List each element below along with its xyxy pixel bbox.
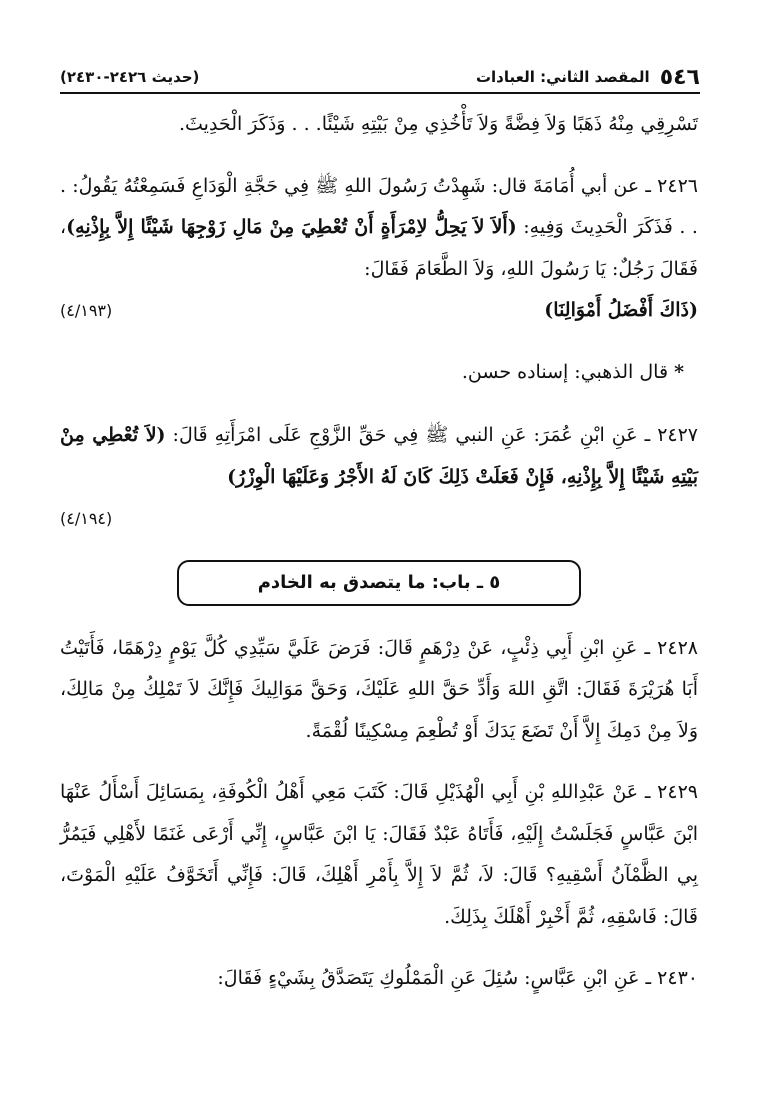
chapter-heading: ٥ ـ باب: ما يتصدق به الخادم [177, 560, 581, 606]
hadith-text: ٢٤٢٧ ـ عَنِ ابْنِ عُمَرَ: عَنِ النبي ﷺ فِي حَقِّ الزَّوْجِ عَلَى امْرَأَتِهِ قَالَ: [165, 424, 699, 446]
section-title: المقصد الثاني: العبادات [475, 68, 650, 86]
hadith-2428: ٢٤٢٨ ـ عَنِ ابْنِ أَبِي ذِئْبٍ، عَنْ دِرْهَمٍ قَالَ: فَرَضَ عَلَيَّ سَيِّدِي كُلَّ يَوْمٍ دِرْهَمًا، فَأَتَيْتُ أَبَا هُرَيْرَةَ فَقَالَ: اتَّقِ اللهَ وَأَدِّ حَقَّ اللهِ عَلَيْكَ، وَحَقَّ مَوَالِيكَ فَإِنَّكَ لاَ تَمْلِكُ مِنْ مَالِكَ، وَلاَ مِنْ دَمِكَ إِلاَّ أَنْ تَضَعَ يَدَكَ أَوْ تُطْعِمَ مِسْكِينًا لُقْمَةً. [60, 636, 698, 742]
hadith-range: (حديث ٢٤٢٦-٢٤٣٠) [60, 68, 200, 86]
note-star: * [674, 360, 684, 383]
page-body [60, 104, 698, 1020]
hadith-2427 [60, 415, 698, 540]
hadith-2430: ٢٤٣٠ ـ عَنِ ابْنِ عَبَّاسٍ: سُئِلَ عَنِ الْمَمْلُوكِ يَتَصَدَّقُ بِشَيْءٍ فَقَالَ: [217, 967, 698, 989]
page-header [60, 62, 700, 94]
grading-note [60, 352, 698, 394]
hadith-2426 [60, 166, 698, 332]
reference-line [60, 498, 698, 540]
prophetic-quote: (أَلاَ لاَ يَحِلُّ لاِمْرَأَةٍ أَنْ تُعْطِيَ مِنْ مَالِ زَوْجِهَا شَيْئًا إِلاَّ بِإِذْنِهِ) [66, 216, 517, 238]
hadith-2429: ٢٤٢٩ ـ عَنْ عَبْدِاللهِ بْنِ أَبِي الْهُذَيْلِ قَالَ: كَتَبَ مَعِي أَهْلُ الْكُوفَةِ، بِمَسَائِلَ أَسْأَلُ عَنْهَا ابْنَ عَبَّاسٍ فَجَلَسْتُ إِلَيْهِ، فَأَتَاهُ عَبْدٌ فَقَالَ: يَا ابْنَ عَبَّاسٍ، إِنِّي أَرْعَى غَنَمًا لأَهْلِي فَيَمُرُّ بِي الظَّمْآنُ أَسْقِيهِ؟ قَالَ: لاَ، ثُمَّ لاَ إِلاَّ بِأَمْرِ أَهْلِكَ، قَالَ: فَإِنِّي أَتَخَوَّفُ عَلَيْهِ الْمَوْتَ، قَالَ: فَاسْقِهِ، ثُمَّ أَخْبِرْ أَهْلَكَ بِذَلِكَ. [60, 781, 698, 928]
volume-page-reference: (٤/١٩٤) [60, 509, 113, 528]
volume-page-reference: (٤/١٩٣) [60, 301, 113, 320]
continuation-paragraph: تَسْرِقِي مِنْهُ ذَهَبًا وَلاَ فِضَّةً وَلاَ تَأْخُذِي مِنْ بَيْتِهِ شَيْئًا. . . وَذَكَرَ الْحَدِيثَ. [178, 113, 698, 135]
hadith-text: ٢٤٢٦ ـ عن أبي أُمَامَةَ قال: شَهِدْتُ رَسُولَ اللهِ ﷺ فِي حَجَّةِ الْوَدَاعِ فَسَمِعْتُهُ يَقُولُ: . . . فَذَكَرَ الْحَدِيثَ وَفِيهِ: [60, 174, 698, 238]
reference-line [60, 290, 698, 332]
prophetic-quote: (ذَاكَ أَفْضَلُ أَمْوَالِنَا) [544, 299, 698, 321]
hadith-text-continued: ، فَقَالَ رَجُلٌ: يَا رَسُولَ اللهِ، وَلاَ الطَّعَامَ فَقَالَ: [60, 216, 698, 280]
page-number: ٥٤٦ [659, 64, 700, 90]
prophetic-quote: (لاَ تُعْطِي مِنْ بَيْتِهِ شَيْئًا إِلاَّ بِإِذْنِهِ، فَإِنْ فَعَلَتْ ذَلِكَ كَانَ لَهُ الأَجْرُ وَعَلَيْهَا الْوِزْرُ) [60, 424, 698, 488]
note-text: قال الذهبي: إسناده حسن. [461, 360, 669, 383]
